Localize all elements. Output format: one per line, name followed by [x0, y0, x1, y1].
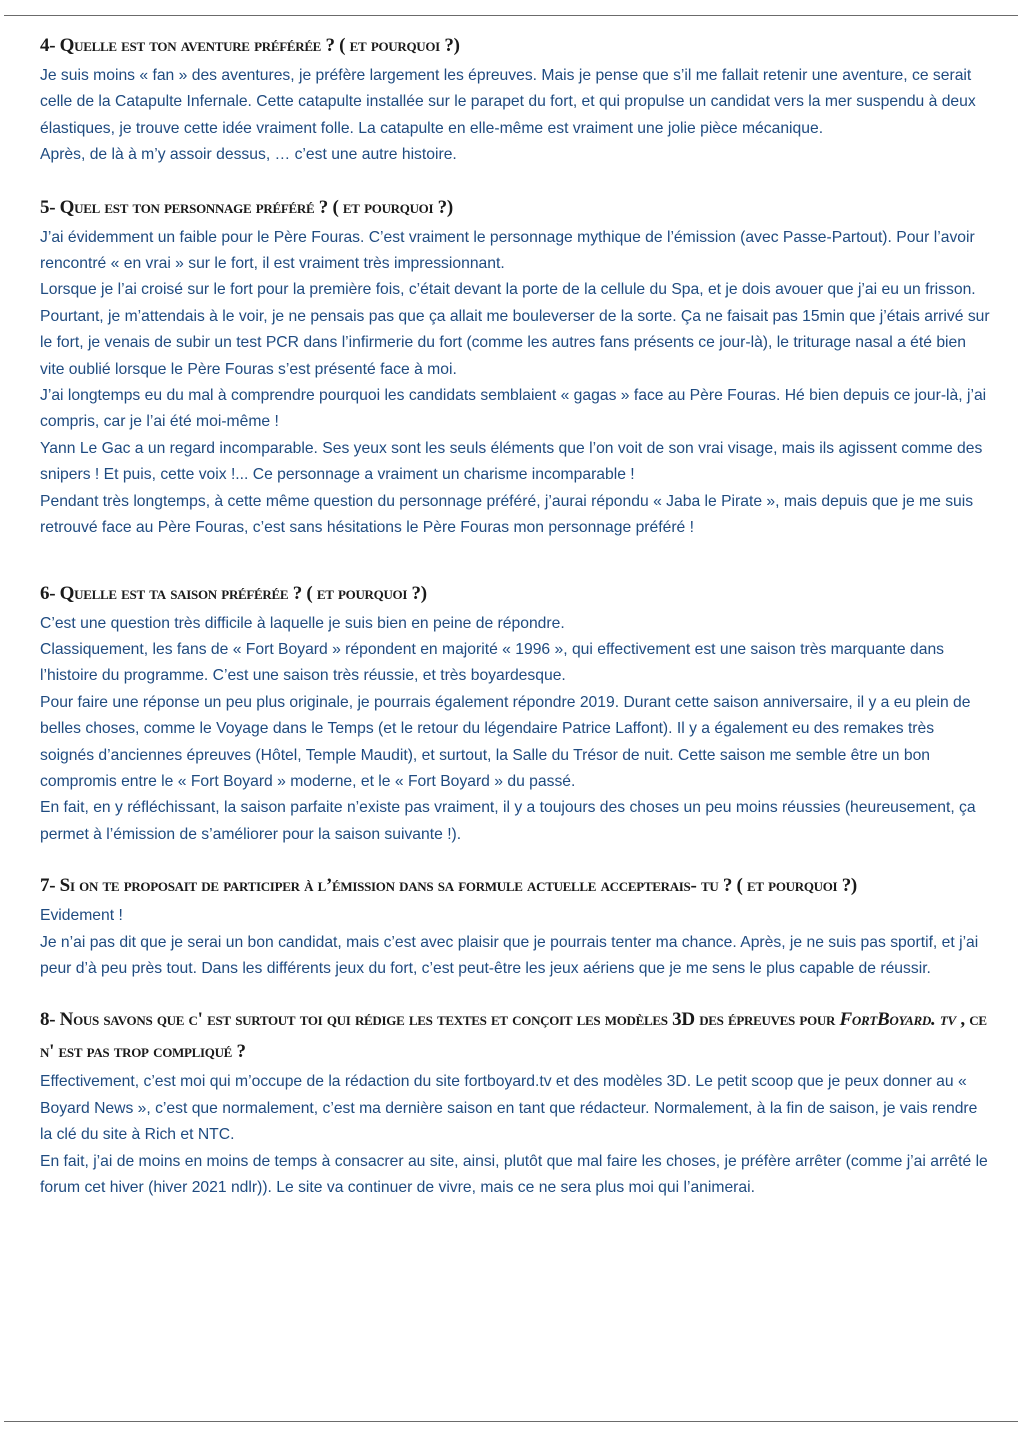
- question-8-text-start: 8- Nous savons que c' est surtout toi qui rédige les textes et conçoit les modèles 3D des épreuves pour: [40, 1009, 840, 1031]
- answer-paragraph: Je suis moins « fan » des aventures, je préfère largement les épreuves. Mais je pense que s’il me fallait retenir une aventure, ce serait celle de la Catapulte Infernale. Cette catapulte installée sur le parapet du fort, et qui propulse un candidat vers la mer suspendu à deux élastiques, je trouve cette idée vraiment folle. La catapulte en elle-même est vraiment une jolie pièce mécanique.: [40, 67, 976, 137]
- bottom-rule: [4, 1421, 1018, 1422]
- answer-paragraph: Pour faire une réponse un peu plus originale, je pourrais également répondre 2019. Durant cette saison anniversaire, il y a eu plein de belles choses, comme le Voyage dans le Temps (et le retour du légendaire Patrice Laffont). Il y a également eu des remakes très soignés d’anciennes épreuves (Hôtel, Temple Maudit), et surtout, la Salle du Trésor de nuit. Cette saison me semble être un bon compromis entre le « Fort Boyard » moderne, et le « Fort Boyard » du passé.: [40, 693, 971, 790]
- question-4-heading: 4- Quelle est ton aventure préférée ? ( et pourquoi ?): [40, 35, 460, 56]
- site-name: FortBoyard. tv: [839, 1009, 956, 1031]
- answer-paragraph: Evidement !: [40, 907, 123, 925]
- section-question-7: [40, 870, 992, 982]
- answer-paragraph: Pendant très longtemps, à cette même question du personnage préféré, j’aurai répondu « Jaba le Pirate », mais depuis que je me suis retrouvé face au Père Fouras, c’est sans hésitations le Père Fouras mon personnage préféré !: [40, 492, 974, 537]
- answer-7: [40, 903, 992, 982]
- interview-page: [40, 30, 992, 1201]
- section-question-6: [40, 578, 992, 849]
- answer-paragraph: J’ai longtemps eu du mal à comprendre pourquoi les candidats semblaient « gagas » face au Père Fouras. Hé bien depuis ce jour-là, j’ai compris, car je l’ai été moi-même !: [40, 387, 987, 431]
- answer-paragraph: Lorsque je l’ai croisé sur le fort pour la première fois, c’était devant la porte de la cellule du Spa, et je dois avouer que j’ai eu un frisson. Pourtant, je m’attendais à le voir, je ne pensais pas que ça allait me bouleverser de la sorte. Ça ne faisait pas 15min que j’étais arrivé sur le fort, je venais de subir un test PCR dans l’infirmerie du fort (comme les autres fans présents ce jour-là), le triturage nasal a été bien vite oublié lorsque le Père Fouras s’est présenté face à moi.: [40, 281, 990, 378]
- answer-paragraph: Je n’ai pas dit que je serai un bon candidat, mais c’est avec plaisir que je pourrais tenter ma chance. Après, je ne suis pas sportif, et j’ai peur d’à peu près tout. Dans les différents jeux du fort, c’est peut-être les jeux aériens que je me sens le plus capable de réussir.: [40, 933, 979, 977]
- answer-paragraph: C’est une question très difficile à laquelle je suis bien en peine de répondre.: [40, 614, 565, 632]
- section-question-4: [40, 30, 992, 169]
- answer-paragraph: J’ai évidemment un faible pour le Père Fouras. C’est vraiment le personnage mythique de l’émission (avec Passe-Partout). Pour l’avoir rencontré « en vrai » sur le fort, il est vraiment très impressionnant.: [40, 228, 975, 273]
- question-7-heading: 7- Si on te proposait de participer à l’émission dans sa formule actuelle accepterais- tu ? ( et pourquoi ?): [40, 875, 857, 897]
- answer-paragraph: Yann Le Gac a un regard incomparable. Ses yeux sont les seuls éléments que l’on voit de son vrai visage, mais ils agissent comme des snipers ! Et puis, cette voix !... Ce personnage a vraiment un charisme incomparable !: [40, 439, 983, 484]
- answer-8: [40, 1069, 992, 1201]
- top-rule: [4, 15, 1018, 16]
- answer-paragraph: En fait, en y réfléchissant, la saison parfaite n’existe pas vraiment, il y a toujours des choses un peu moins réussies (heureusement, ça permet à l’émission de s’améliorer pour la saison suivante !).: [40, 799, 976, 843]
- question-6-heading: 6- Quelle est ta saison préférée ? ( et pourquoi ?): [40, 582, 427, 604]
- answer-4: [40, 63, 992, 169]
- section-question-5: [40, 192, 992, 542]
- question-8-text-end: , ce n' est pas trop compliqué ?: [40, 1009, 987, 1063]
- answer-paragraph: Classiquement, les fans de « Fort Boyard » répondent en majorité « 1996 », qui effectivement est une saison très marquante dans l’histoire du programme. C’est une saison très réussie, et très boyardesque.: [40, 640, 945, 685]
- question-8-heading: [40, 1004, 992, 1068]
- answer-6: [40, 611, 992, 849]
- answer-paragraph: Effectivement, c’est moi qui m’occupe de la rédaction du site fortboyard.tv et des modèles 3D. Le petit scoop que je peux donner au « Boyard News », c’est que normalement, c’est ma dernière saison en tant que rédacteur. Normalement, à la fin de saison, je vais rendre la clé du site à Rich et NTC.: [40, 1073, 978, 1144]
- answer-paragraph: En fait, j’ai de moins en moins de temps à consacrer au site, ainsi, plutôt que mal faire les choses, je préfère arrêter (comme j’ai arrêté le forum cet hiver (hiver 2021 ndlr)). Le site va continuer de vivre, mais ce ne sera plus moi qui l’animerai.: [40, 1152, 988, 1196]
- section-question-8: [40, 1004, 992, 1201]
- answer-5: [40, 225, 992, 542]
- answer-paragraph: Après, de là à m’y assoir dessus, … c’est une autre histoire.: [40, 146, 457, 164]
- question-5-heading: 5- Quel est ton personnage préféré ? ( et pourquoi ?): [40, 196, 453, 218]
